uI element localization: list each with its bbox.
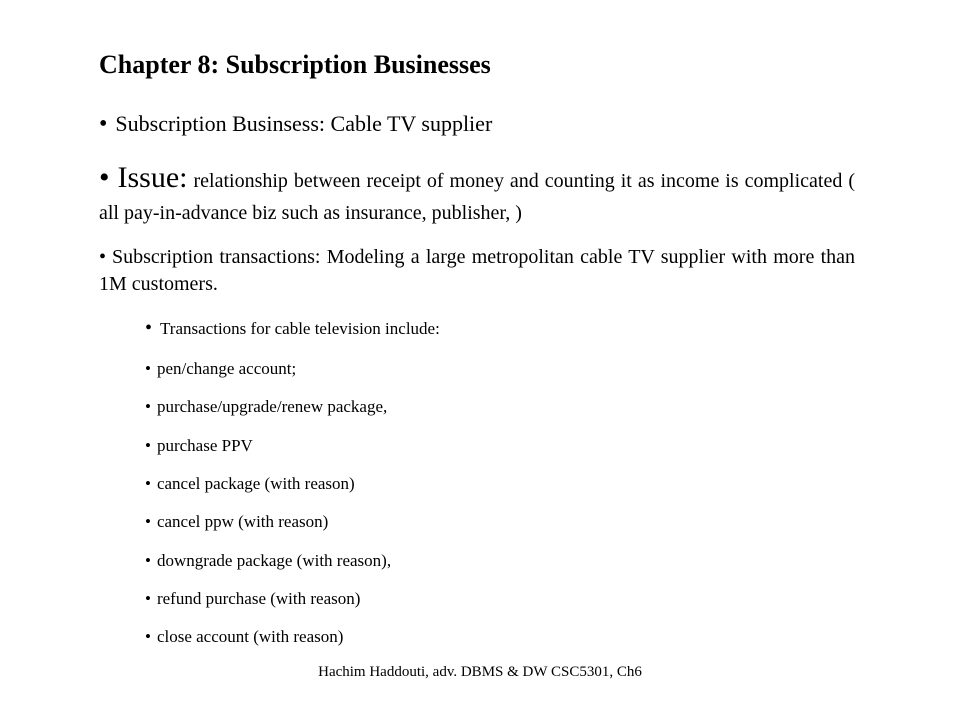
bullet-dot: •: [145, 627, 151, 646]
bullet-dot: •: [145, 551, 151, 570]
bullet-dot: •: [145, 512, 151, 531]
bullet-dot: •: [145, 589, 151, 608]
list-item: [145, 397, 387, 417]
list-item-text: purchase PPV: [156, 436, 253, 455]
bullet-subscription: [99, 111, 855, 138]
list-item: [145, 551, 391, 571]
bullet-dot: •: [145, 359, 151, 378]
list-item-text: close account (with reason): [156, 627, 344, 646]
bullet-issue-lead: Issue:: [117, 161, 188, 194]
bullet-dot: •: [145, 436, 151, 455]
list-item: [145, 359, 296, 379]
bullet-dot: •: [99, 161, 110, 194]
list-item: [145, 512, 328, 532]
bullet-subscription-text: Subscription Businsess: Cable TV supplier: [115, 111, 493, 136]
list-item: [145, 627, 343, 647]
sublist-heading: [145, 317, 440, 340]
list-item: [145, 436, 253, 456]
slide-footer: Hachim Haddouti, adv. DBMS & DW CSC5301, Ch6: [318, 664, 642, 680]
bullet-issue: [99, 162, 855, 229]
list-item: [145, 474, 355, 494]
list-item-text: purchase/upgrade/renew package,: [156, 397, 388, 416]
sublist-heading-text: Transactions for cable television include:: [160, 319, 440, 338]
slide-title: Chapter 8: Subscription Businesses: [99, 50, 491, 79]
bullet-dot: •: [145, 317, 153, 339]
bullet-transactions-text: Subscription transactions: Modeling a large metropolitan cable TV supplier with more than 1M customers.: [99, 246, 855, 295]
list-item-text: pen/change account;: [156, 359, 297, 378]
list-item-text: cancel package (with reason): [156, 474, 355, 493]
bullet-dot: •: [145, 474, 151, 493]
bullet-dot: •: [99, 111, 108, 137]
list-item-text: cancel ppw (with reason): [156, 512, 329, 531]
list-item: [145, 589, 360, 609]
list-item-text: downgrade package (with reason),: [156, 551, 392, 570]
bullet-dot: •: [99, 246, 107, 268]
bullet-transactions: [99, 244, 855, 298]
bullet-issue-text: relationship between receipt of money and counting it as income is complicated ( all pay-in-advance biz such as insurance, publisher, ): [99, 170, 855, 224]
list-item-text: refund purchase (with reason): [156, 589, 361, 608]
bullet-dot: •: [145, 397, 151, 416]
